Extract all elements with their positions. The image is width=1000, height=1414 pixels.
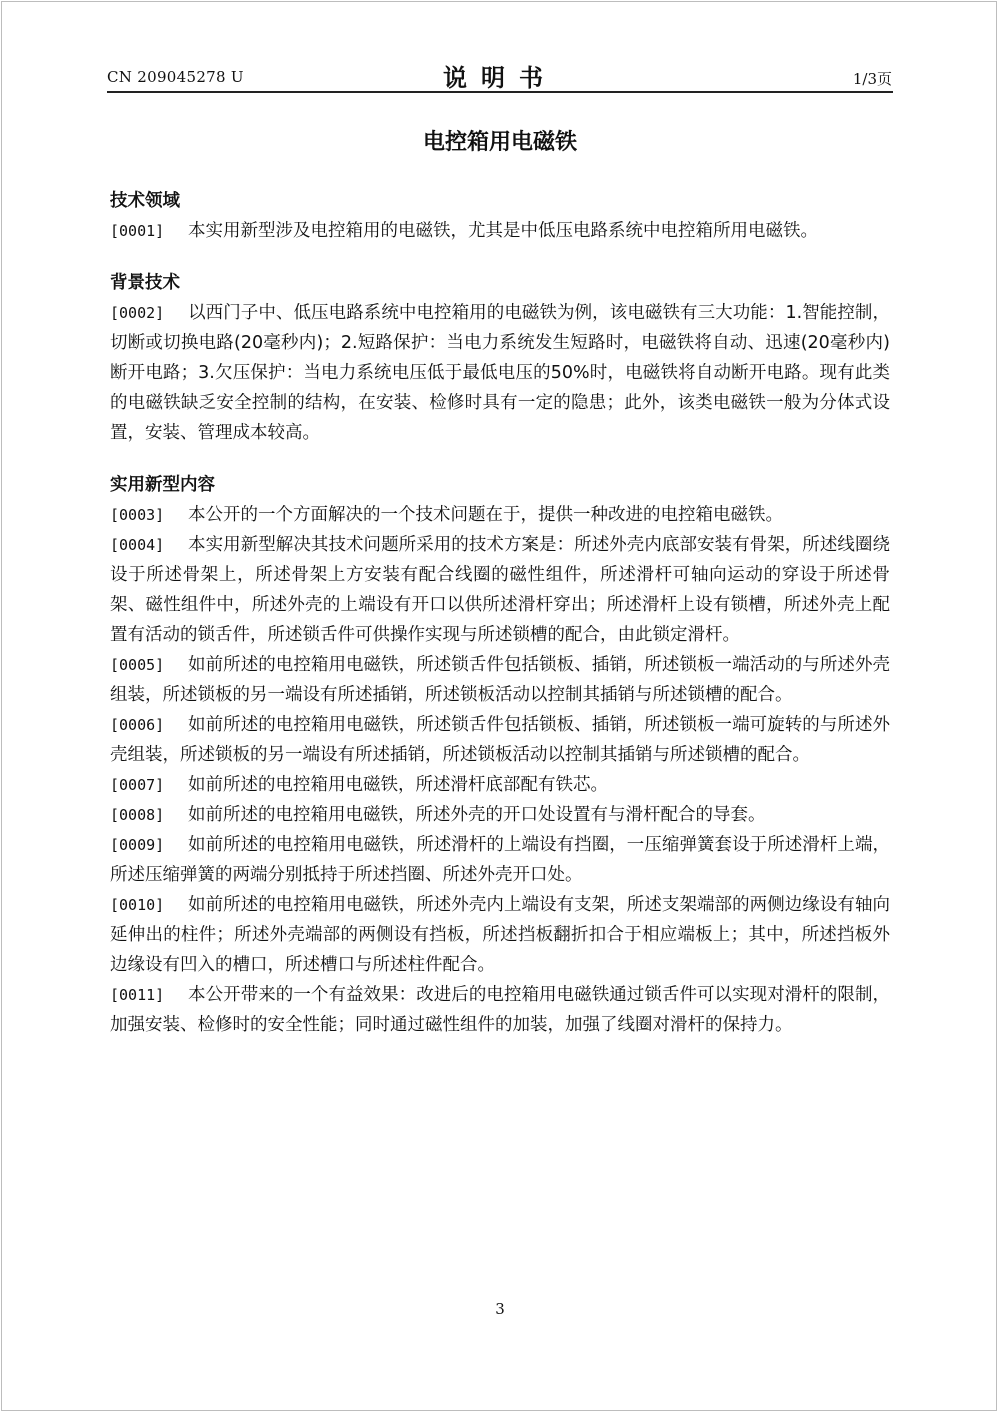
section-background: [110, 268, 890, 448]
paragraph-number: [0008]: [110, 806, 165, 824]
paragraph-text: 如前所述的电控箱用电磁铁，所述外壳内上端设有支架，所述支架端部的两侧边缘设有轴向延伸出的柱件；所述外壳端部的两侧设有挡板，所述挡板翻折扣合于相应端板上；其中，所述挡板外边缘设有凹入的槽口，所述槽口与所述柱件配合。: [110, 895, 890, 975]
paragraph: [110, 980, 890, 1040]
section-utility-model-content: [110, 470, 890, 1040]
publication-number: CN 209045278 U: [107, 68, 244, 86]
paragraph-text: 本公开带来的一个有益效果：改进后的电控箱用电磁铁通过锁舌件可以实现对滑杆的限制，加强安装、检修时的安全性能；同时通过磁性组件的加装，加强了线圈对滑杆的保持力。: [110, 985, 890, 1035]
paragraph-text: 如前所述的电控箱用电磁铁，所述锁舌件包括锁板、插销，所述锁板一端可旋转的与所述外壳组装，所述锁板的另一端设有所述插销，所述锁板活动以控制其插销与所述锁槽的配合。: [110, 715, 890, 765]
document-title: 电控箱用电磁铁: [422, 130, 577, 155]
paragraph-text: 以西门子中、低压电路系统中电控箱用的电磁铁为例，该电磁铁有三大功能：1.智能控制，切断或切换电路(20毫秒内)；2.短路保护：当电力系统发生短路时，电磁铁将自动、迅速(20毫秒内)断开电路；3.欠压保护：当电力系统电压低于最低电压的50%时，电磁铁将自动断开电路。现有此类的电磁铁缺乏安全控制的结构，在安装、检修时具有一定的隐患；此外，该类电磁铁一般为分体式设置，安装、管理成本较高。: [110, 303, 890, 443]
paragraph: [110, 800, 890, 830]
paragraph: [110, 650, 890, 710]
paragraph-text: 本实用新型涉及电控箱用的电磁铁，尤其是中低压电路系统中电控箱所用电磁铁。: [188, 221, 818, 241]
paragraph-text: 本公开的一个方面解决的一个技术问题在于，提供一种改进的电控箱电磁铁。: [188, 505, 783, 525]
paragraph-number: [0011]: [110, 986, 165, 1004]
paragraph: [110, 830, 890, 890]
section-heading: 技术领域: [110, 191, 180, 211]
paragraph-text: 如前所述的电控箱用电磁铁，所述锁舌件包括锁板、插销，所述锁板一端活动的与所述外壳组装，所述锁板的另一端设有所述插销，所述锁板活动以控制其插销与所述锁槽的配合。: [110, 655, 890, 705]
paragraph-number: [0010]: [110, 896, 165, 914]
paragraph-text: 如前所述的电控箱用电磁铁，所述滑杆的上端设有挡圈，一压缩弹簧套设于所述滑杆上端，所述压缩弹簧的两端分别抵持于所述挡圈、所述外壳开口处。: [110, 835, 890, 885]
page-indicator: 1/3页: [852, 70, 892, 88]
paragraph: [110, 770, 890, 800]
page-number: 3: [495, 1300, 505, 1318]
paragraph: [110, 710, 890, 770]
section-heading: 背景技术: [110, 273, 180, 293]
header-divider: [107, 91, 893, 93]
paragraph-number: [0003]: [110, 506, 165, 524]
section-technical-field: [110, 186, 890, 246]
paragraph-number: [0002]: [110, 304, 165, 322]
paragraph: [110, 500, 890, 530]
paragraph: [110, 216, 890, 246]
paragraph-text: 如前所述的电控箱用电磁铁，所述外壳的开口处设置有与滑杆配合的导套。: [188, 805, 766, 825]
paragraph: [110, 890, 890, 980]
paragraph-text: 本实用新型解决其技术问题所采用的技术方案是：所述外壳内底部安装有骨架，所述线圈绕设于所述骨架上，所述骨架上方安装有配合线圈的磁性组件，所述滑杆可轴向运动的穿设于所述骨架、磁性组件中，所述外壳的上端设有开口以供所述滑杆穿出；所述滑杆上设有锁槽，所述外壳上配置有活动的锁舌件，所述锁舌件可供操作实现与所述锁槽的配合，由此锁定滑杆。: [110, 535, 890, 645]
paragraph-number: [0006]: [110, 716, 165, 734]
document-type-heading: 说明书: [443, 64, 557, 92]
document-body: [110, 186, 890, 1062]
paragraph-text: 如前所述的电控箱用电磁铁，所述滑杆底部配有铁芯。: [188, 775, 608, 795]
paragraph: [110, 298, 890, 448]
paragraph-number: [0001]: [110, 222, 165, 240]
paragraph-number: [0009]: [110, 836, 165, 854]
paragraph-number: [0005]: [110, 656, 165, 674]
paragraph-number: [0007]: [110, 776, 165, 794]
section-heading: 实用新型内容: [110, 475, 215, 495]
paragraph: [110, 530, 890, 650]
paragraph-number: [0004]: [110, 536, 165, 554]
